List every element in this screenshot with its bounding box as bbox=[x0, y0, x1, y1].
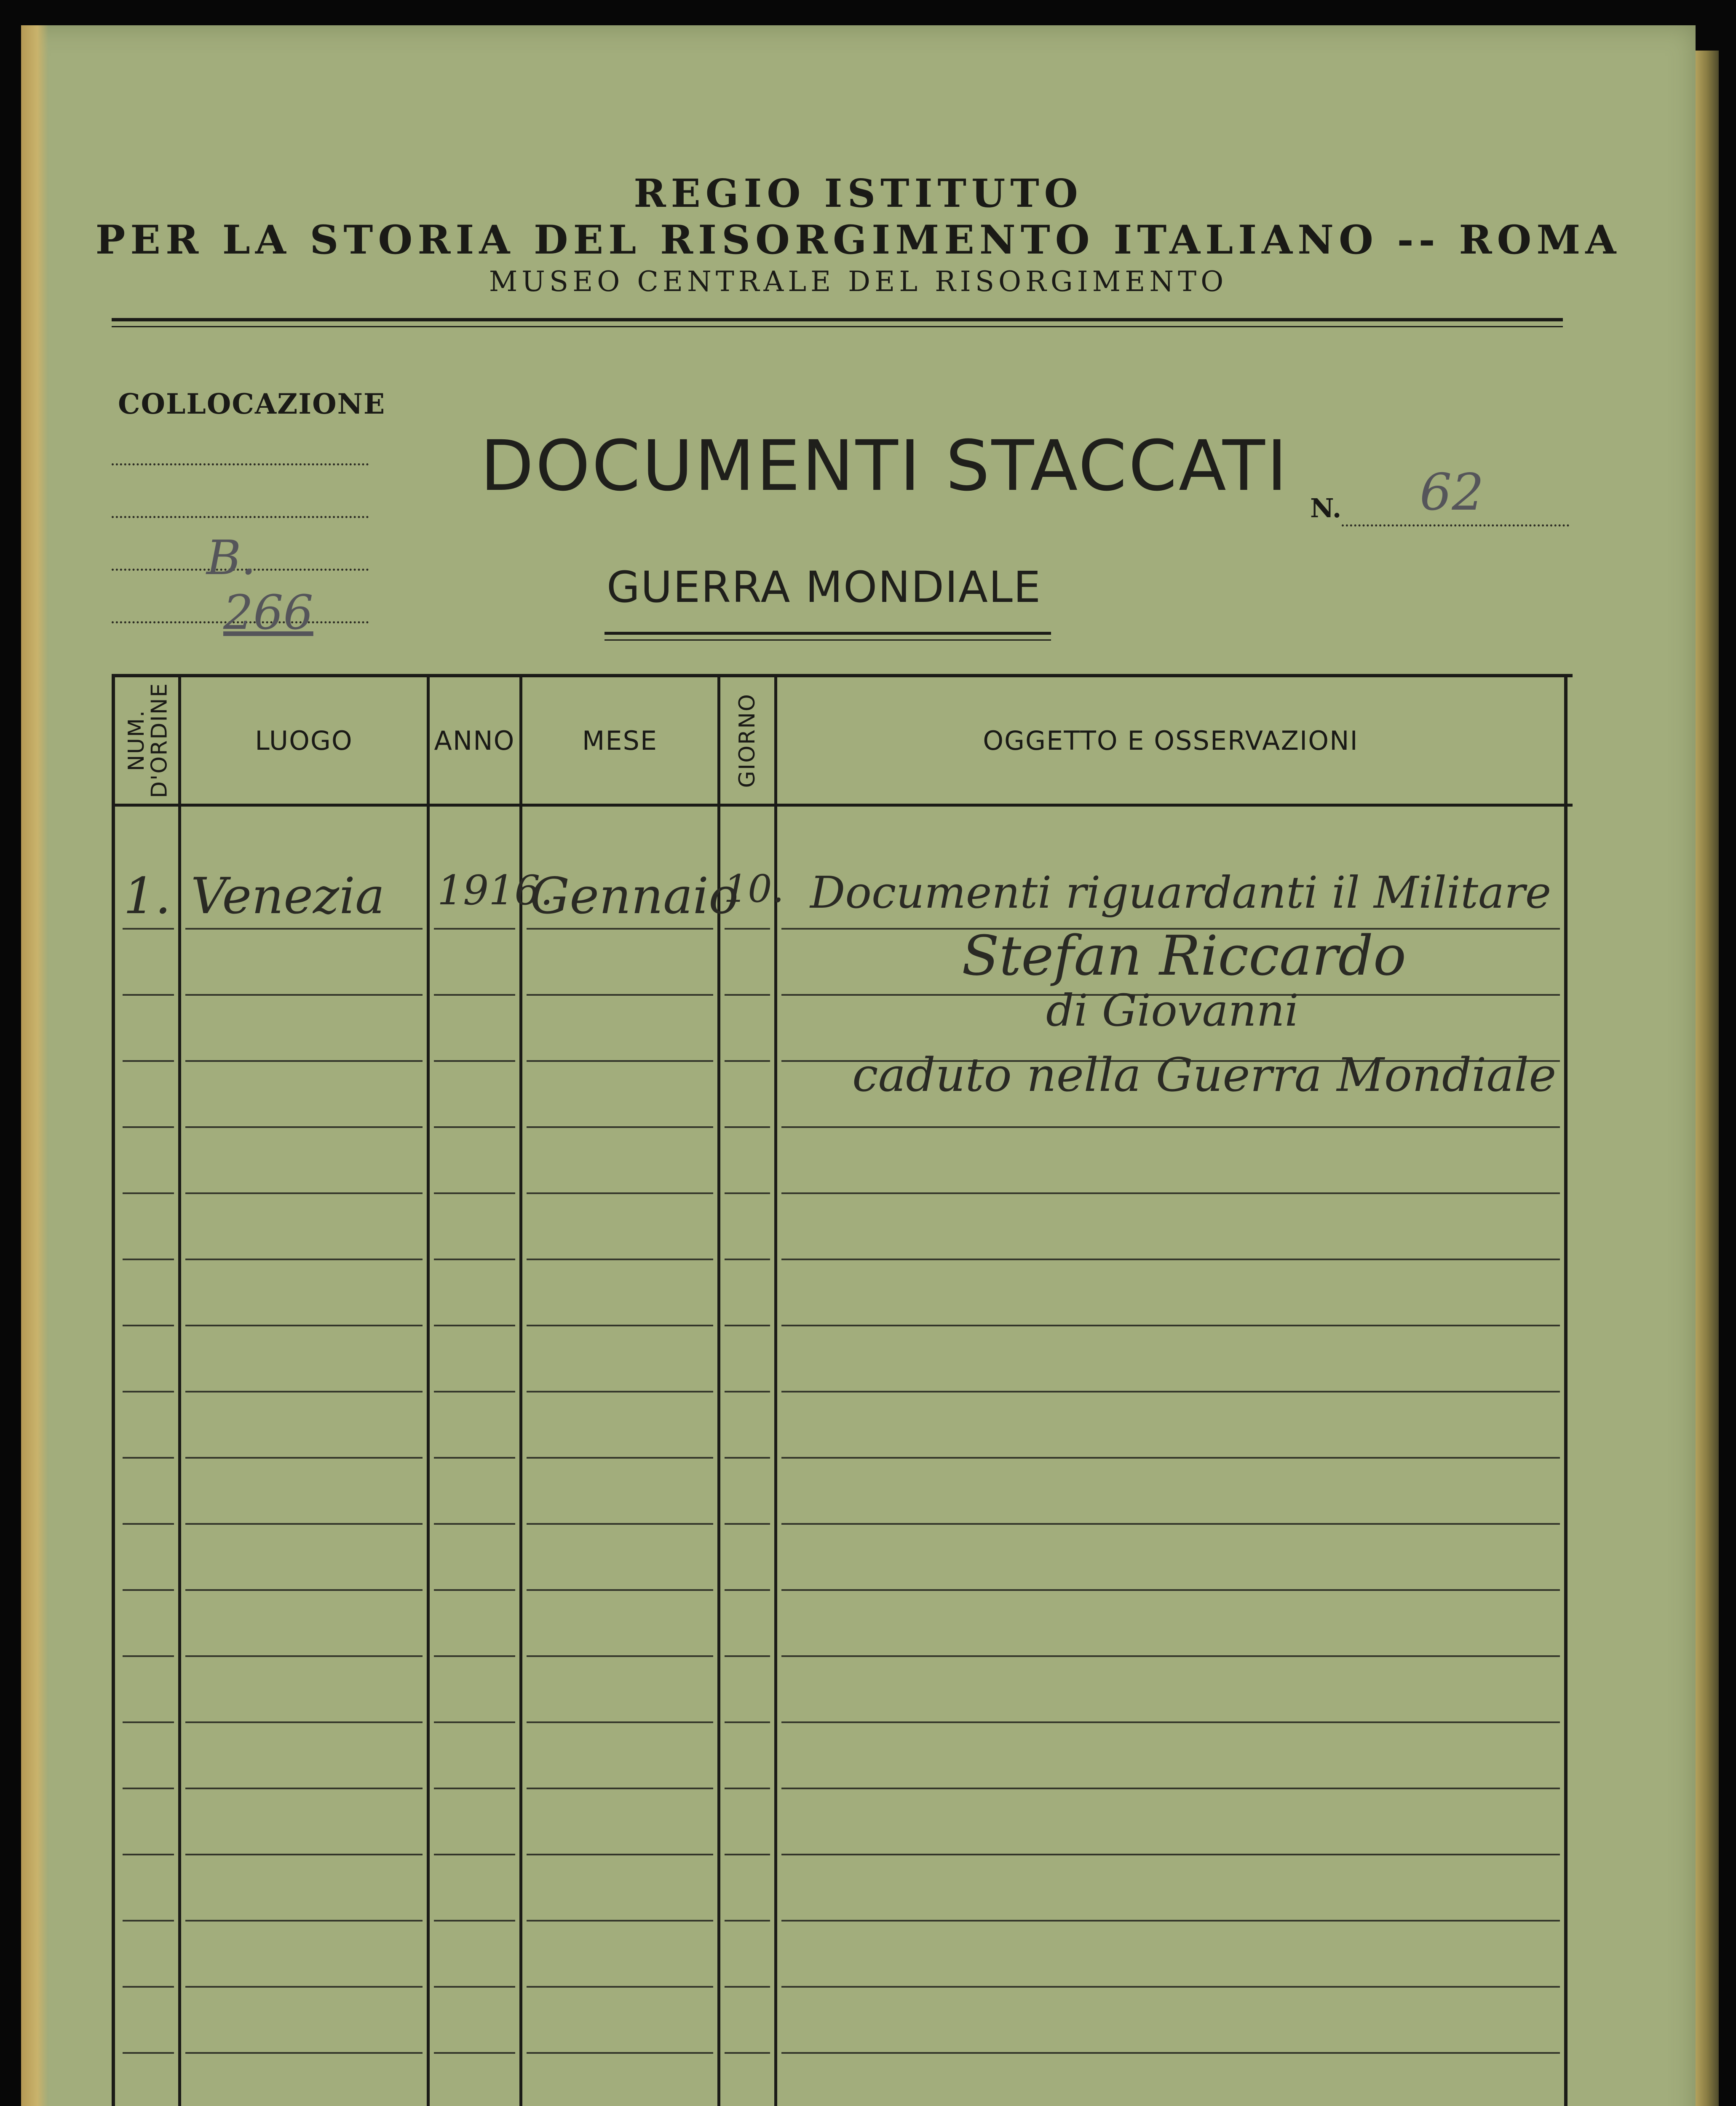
ruled-line bbox=[781, 1259, 1560, 1260]
ruled-line bbox=[123, 1391, 174, 1392]
ruled-line bbox=[434, 1589, 515, 1591]
ruled-line bbox=[185, 1325, 423, 1326]
ruled-line bbox=[434, 1259, 515, 1260]
institute-subtitle: PER LA STORIA DEL RISORGIMENTO ITALIANO -- ROMA bbox=[95, 217, 1621, 263]
ruled-line bbox=[434, 1655, 515, 1657]
ruled-line bbox=[185, 1126, 423, 1128]
ruled-line bbox=[725, 1457, 770, 1459]
ruled-line bbox=[185, 1457, 423, 1459]
collocazione-label: COLLOCAZIONE bbox=[118, 388, 386, 420]
ruled-line bbox=[725, 2052, 770, 2054]
ruled-line bbox=[527, 1854, 713, 1855]
ruled-line bbox=[725, 1523, 770, 1525]
ruled-line bbox=[185, 1788, 423, 1789]
ruled-line bbox=[725, 1721, 770, 1723]
subtitle-underline-thin bbox=[605, 639, 1051, 641]
ruled-line bbox=[527, 1060, 713, 1062]
ruled-line bbox=[781, 2052, 1560, 2054]
ruled-line bbox=[123, 928, 174, 930]
ruled-line bbox=[527, 1589, 713, 1591]
ruled-line bbox=[527, 1325, 713, 1326]
ruled-line bbox=[781, 1192, 1560, 1194]
ruled-line bbox=[434, 1854, 515, 1855]
ruled-line bbox=[434, 1523, 515, 1525]
subtitle-underline bbox=[605, 632, 1051, 635]
ruled-line bbox=[725, 1854, 770, 1855]
institute-title: REGIO ISTITUTO bbox=[634, 171, 1083, 216]
ruled-line bbox=[185, 1391, 423, 1392]
ruled-line bbox=[123, 1457, 174, 1459]
ruled-line bbox=[781, 1391, 1560, 1392]
ruled-line bbox=[123, 1060, 174, 1062]
header-divider bbox=[115, 804, 1573, 807]
ruled-line bbox=[123, 1259, 174, 1260]
ruled-line bbox=[781, 1986, 1560, 1988]
ruled-line bbox=[123, 1788, 174, 1789]
ruled-line bbox=[185, 1721, 423, 1723]
cell-mese: Gennaio bbox=[530, 867, 739, 925]
cell-num: 1. bbox=[123, 867, 171, 925]
ruled-line bbox=[527, 1391, 713, 1392]
ruled-line bbox=[725, 1126, 770, 1128]
ruled-line bbox=[123, 1920, 174, 1922]
museum-name: MUSEO CENTRALE DEL RISORGIMENTO bbox=[489, 265, 1228, 298]
document-title: DOCUMENTI STACCATI bbox=[480, 425, 1289, 506]
col-header-giorno bbox=[720, 677, 774, 804]
ruled-line bbox=[781, 1920, 1560, 1922]
register-table bbox=[112, 674, 1573, 2106]
cell-anno: 1916. bbox=[437, 867, 553, 914]
ruled-line bbox=[123, 1192, 174, 1194]
ruled-line bbox=[725, 1589, 770, 1591]
ruled-line bbox=[781, 1523, 1560, 1525]
obs-line-4: caduto nella Guerra Mondiale bbox=[852, 1048, 1557, 1102]
ruled-line bbox=[781, 1325, 1560, 1326]
table-right-border bbox=[1564, 677, 1567, 2106]
ruled-line bbox=[434, 1126, 515, 1128]
ruled-line bbox=[725, 1788, 770, 1789]
ruled-line bbox=[725, 928, 770, 930]
ruled-line bbox=[185, 1655, 423, 1657]
ruled-line bbox=[123, 1854, 174, 1855]
ruled-line bbox=[781, 1589, 1560, 1591]
ruled-line bbox=[781, 1854, 1560, 1855]
header-rule bbox=[112, 318, 1563, 321]
ruled-line bbox=[725, 1391, 770, 1392]
col-header-mese: MESE bbox=[582, 725, 658, 756]
ruled-line bbox=[434, 1788, 515, 1789]
ruled-line bbox=[725, 1060, 770, 1062]
cell-luogo: Venezia bbox=[191, 867, 385, 925]
ruled-line bbox=[527, 1655, 713, 1657]
ruled-line bbox=[781, 1126, 1560, 1128]
column-divider bbox=[427, 677, 430, 2106]
ruled-line bbox=[123, 1589, 174, 1591]
ruled-line bbox=[185, 1259, 423, 1260]
ruled-line bbox=[434, 994, 515, 996]
ruled-line bbox=[185, 994, 423, 996]
collocazione-value-1: B. bbox=[206, 531, 256, 585]
ruled-line bbox=[185, 1192, 423, 1194]
col-header-luogo: LUOGO bbox=[255, 725, 353, 756]
ruled-line bbox=[781, 1788, 1560, 1789]
col-header-giorno-text: GIORNO bbox=[734, 693, 760, 788]
ruled-line bbox=[781, 1721, 1560, 1723]
ruled-line bbox=[725, 1192, 770, 1194]
ruled-line bbox=[185, 2052, 423, 2054]
ruled-line bbox=[527, 994, 713, 996]
header-rule-thin bbox=[112, 326, 1563, 327]
ruled-line bbox=[527, 1457, 713, 1459]
obs-line-3: di Giovanni bbox=[1046, 985, 1299, 1036]
ruled-line bbox=[725, 1325, 770, 1326]
ruled-line bbox=[527, 1920, 713, 1922]
ruled-line bbox=[185, 1060, 423, 1062]
ruled-line bbox=[185, 1986, 423, 1988]
ruled-line bbox=[527, 1788, 713, 1789]
ruled-line bbox=[185, 1523, 423, 1525]
column-divider bbox=[178, 677, 181, 2106]
ruled-line bbox=[434, 1721, 515, 1723]
col-header-num bbox=[118, 677, 178, 804]
cell-giorno: 10. bbox=[724, 867, 784, 911]
ruled-line bbox=[185, 1589, 423, 1591]
ruled-line bbox=[527, 1126, 713, 1128]
ruled-line bbox=[123, 1655, 174, 1657]
ruled-line bbox=[123, 1325, 174, 1326]
ruled-line bbox=[725, 1986, 770, 1988]
ruled-line bbox=[123, 2052, 174, 2054]
collocazione-value-2: 266 bbox=[223, 585, 313, 640]
ruled-line bbox=[725, 1655, 770, 1657]
obs-line-2: Stefan Riccardo bbox=[962, 924, 1407, 988]
ruled-line bbox=[434, 1060, 515, 1062]
document-subtitle: GUERRA MONDIALE bbox=[607, 562, 1042, 612]
ruled-line bbox=[123, 994, 174, 996]
ruled-line bbox=[527, 1192, 713, 1194]
ruled-line bbox=[527, 2052, 713, 2054]
document-card bbox=[21, 25, 1696, 2106]
ruled-line bbox=[123, 1126, 174, 1128]
ruled-line bbox=[123, 1721, 174, 1723]
number-label: N. bbox=[1310, 493, 1342, 524]
ruled-line bbox=[434, 928, 515, 930]
ruled-line bbox=[434, 1325, 515, 1326]
number-value: 62 bbox=[1420, 463, 1484, 522]
ruled-line bbox=[527, 1721, 713, 1723]
ruled-line bbox=[781, 1457, 1560, 1459]
ruled-line bbox=[781, 1655, 1560, 1657]
collocazione-line bbox=[112, 516, 369, 518]
ruled-line bbox=[725, 994, 770, 996]
ruled-line bbox=[434, 1391, 515, 1392]
ruled-line bbox=[725, 1259, 770, 1260]
ruled-line bbox=[527, 928, 713, 930]
obs-line-1: Documenti riguardanti il Militare bbox=[810, 867, 1551, 918]
ruled-line bbox=[185, 1920, 423, 1922]
ruled-line bbox=[434, 1920, 515, 1922]
ruled-line bbox=[434, 1192, 515, 1194]
ruled-line bbox=[725, 1920, 770, 1922]
ruled-line bbox=[123, 1523, 174, 1525]
ruled-line bbox=[434, 1986, 515, 1988]
ruled-line bbox=[123, 1986, 174, 1988]
ruled-line bbox=[527, 1986, 713, 1988]
col-header-anno: ANNO bbox=[434, 725, 515, 756]
ruled-line bbox=[527, 1523, 713, 1525]
ruled-line bbox=[185, 1854, 423, 1855]
col-header-oggetto: OGGETTO E OSSERVAZIONI bbox=[983, 725, 1359, 756]
ruled-line bbox=[527, 1259, 713, 1260]
number-line bbox=[1342, 524, 1569, 526]
collocazione-line bbox=[112, 463, 369, 465]
ruled-line bbox=[434, 2052, 515, 2054]
ruled-line bbox=[185, 928, 423, 930]
ruled-line bbox=[434, 1457, 515, 1459]
col-header-num-text: NUM. D'ORDINE bbox=[124, 682, 172, 799]
